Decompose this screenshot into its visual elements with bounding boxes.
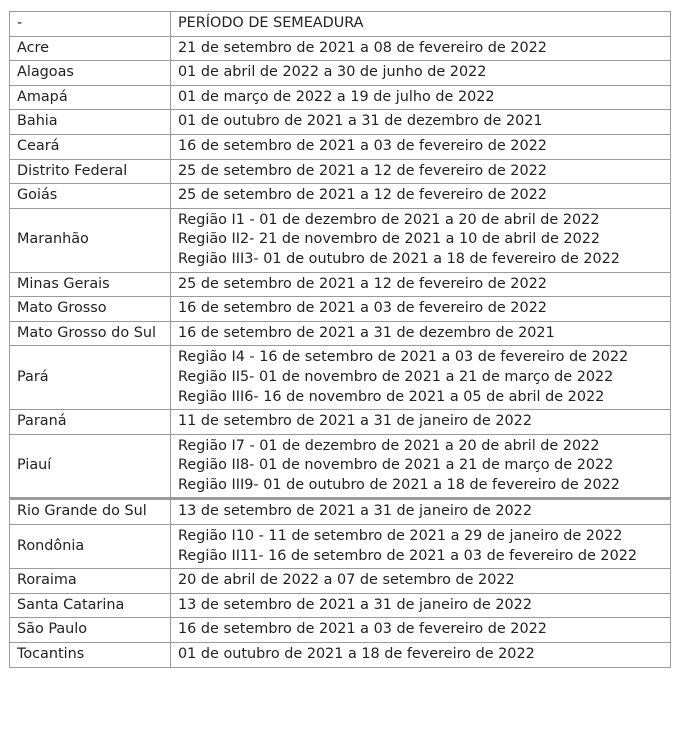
- period-line: Região II5- 01 de novembro de 2021 a 21 de março de 2022: [178, 368, 614, 385]
- state-name-cell: Amapá: [10, 85, 171, 110]
- table-row: [10, 321, 671, 346]
- sowing-period-cell: [171, 184, 671, 209]
- sowing-period-table: [9, 11, 671, 668]
- table-row: [10, 85, 671, 110]
- state-name-cell: Roraima: [10, 569, 171, 594]
- state-name-cell: Rondônia: [10, 525, 171, 569]
- sowing-period-cell: [171, 569, 671, 594]
- table-row: [10, 410, 671, 435]
- table-row: [10, 434, 671, 499]
- period-line: Região I7 - 01 de dezembro de 2021 a 20 de abril de 2022: [178, 437, 600, 454]
- period-line: 16 de setembro de 2021 a 03 de fevereiro de 2022: [178, 300, 547, 317]
- state-name-cell: Distrito Federal: [10, 159, 171, 184]
- state-name-cell: Minas Gerais: [10, 272, 171, 297]
- period-line: 01 de abril de 2022 a 30 de junho de 2022: [178, 64, 487, 81]
- header-state-cell: -: [10, 12, 171, 37]
- state-name-cell: Ceará: [10, 134, 171, 159]
- state-name-cell: Alagoas: [10, 61, 171, 86]
- period-line: Região III9- 01 de outubro de 2021 a 18 de fevereiro de 2022: [178, 476, 620, 493]
- state-name-cell: São Paulo: [10, 618, 171, 643]
- sowing-period-cell: [171, 134, 671, 159]
- sowing-period-cell: [171, 499, 671, 525]
- table-row: [10, 208, 671, 272]
- period-line: 16 de setembro de 2021 a 03 de fevereiro de 2022: [178, 137, 547, 154]
- table-row: [10, 159, 671, 184]
- state-name-cell: Paraná: [10, 410, 171, 435]
- table-row: [10, 36, 671, 61]
- table-row: [10, 346, 671, 410]
- period-line: Região I10 - 11 de setembro de 2021 a 29 de janeiro de 2022: [178, 528, 623, 545]
- state-name-cell: Santa Catarina: [10, 593, 171, 618]
- state-name-cell: Pará: [10, 346, 171, 410]
- state-name-cell: Mato Grosso do Sul: [10, 321, 171, 346]
- sowing-period-cell: [171, 36, 671, 61]
- sowing-period-cell: [171, 297, 671, 322]
- sowing-period-cell: [171, 110, 671, 135]
- period-line: Região II11- 16 de setembro de 2021 a 03 de fevereiro de 2022: [178, 547, 638, 564]
- header-period-cell: PERÍODO DE SEMEADURA: [171, 12, 671, 37]
- state-name-cell: Bahia: [10, 110, 171, 135]
- table-header-row: [10, 12, 671, 37]
- period-line: 25 de setembro de 2021 a 12 de fevereiro de 2022: [178, 162, 547, 179]
- period-line: 11 de setembro de 2021 a 31 de janeiro de 2022: [178, 413, 532, 430]
- sowing-period-cell: [171, 85, 671, 110]
- period-line: Região III6- 16 de novembro de 2021 a 05 de abril de 2022: [178, 388, 605, 405]
- period-line: 21 de setembro de 2021 a 08 de fevereiro de 2022: [178, 39, 547, 56]
- period-line: Região I4 - 16 de setembro de 2021 a 03 de fevereiro de 2022: [178, 349, 629, 366]
- state-name-cell: Mato Grosso: [10, 297, 171, 322]
- sowing-period-cell: [171, 434, 671, 499]
- sowing-period-cell: [171, 272, 671, 297]
- period-line: 25 de setembro de 2021 a 12 de fevereiro de 2022: [178, 275, 547, 292]
- table-row: [10, 297, 671, 322]
- state-name-cell: Tocantins: [10, 643, 171, 668]
- table-row: [10, 184, 671, 209]
- table-row: [10, 593, 671, 618]
- sowing-period-cell: [171, 410, 671, 435]
- period-line: 01 de março de 2022 a 19 de julho de 2022: [178, 88, 495, 105]
- table-row: [10, 272, 671, 297]
- period-line: 25 de setembro de 2021 a 12 de fevereiro de 2022: [178, 187, 547, 204]
- sowing-period-cell: [171, 525, 671, 569]
- period-line: 16 de setembro de 2021 a 03 de fevereiro de 2022: [178, 621, 547, 638]
- sowing-period-cell: [171, 208, 671, 272]
- state-name-cell: Maranhão: [10, 208, 171, 272]
- period-line: Região II2- 21 de novembro de 2021 a 10 de abril de 2022: [178, 231, 601, 248]
- sowing-period-cell: [171, 618, 671, 643]
- state-name-cell: Rio Grande do Sul: [10, 499, 171, 525]
- period-line: 20 de abril de 2022 a 07 de setembro de 2022: [178, 572, 515, 589]
- table-row: [10, 618, 671, 643]
- state-name-cell: Piauí: [10, 434, 171, 499]
- table-row: [10, 569, 671, 594]
- table-body: [10, 12, 671, 668]
- period-line: 16 de setembro de 2021 a 31 de dezembro de 2021: [178, 324, 555, 341]
- sowing-period-cell: [171, 643, 671, 668]
- table-row: [10, 525, 671, 569]
- period-line: 13 de setembro de 2021 a 31 de janeiro de 2022: [178, 596, 532, 613]
- table-row: [10, 61, 671, 86]
- table-row: [10, 134, 671, 159]
- sowing-period-cell: [171, 346, 671, 410]
- period-line: Região III3- 01 de outubro de 2021 a 18 de fevereiro de 2022: [178, 250, 620, 267]
- sowing-period-cell: [171, 159, 671, 184]
- table-row: [10, 499, 671, 525]
- state-name-cell: Goiás: [10, 184, 171, 209]
- period-line: 13 de setembro de 2021 a 31 de janeiro de 2022: [178, 503, 532, 520]
- period-line: Região I1 - 01 de dezembro de 2021 a 20 de abril de 2022: [178, 211, 600, 228]
- period-line: 01 de outubro de 2021 a 18 de fevereiro de 2022: [178, 646, 535, 663]
- sowing-period-cell: [171, 593, 671, 618]
- period-line: Região II8- 01 de novembro de 2021 a 21 de março de 2022: [178, 457, 614, 474]
- table-row: [10, 643, 671, 668]
- sowing-period-cell: [171, 321, 671, 346]
- sowing-period-cell: [171, 61, 671, 86]
- state-name-cell: Acre: [10, 36, 171, 61]
- period-line: 01 de outubro de 2021 a 31 de dezembro de 2021: [178, 113, 543, 130]
- table-row: [10, 110, 671, 135]
